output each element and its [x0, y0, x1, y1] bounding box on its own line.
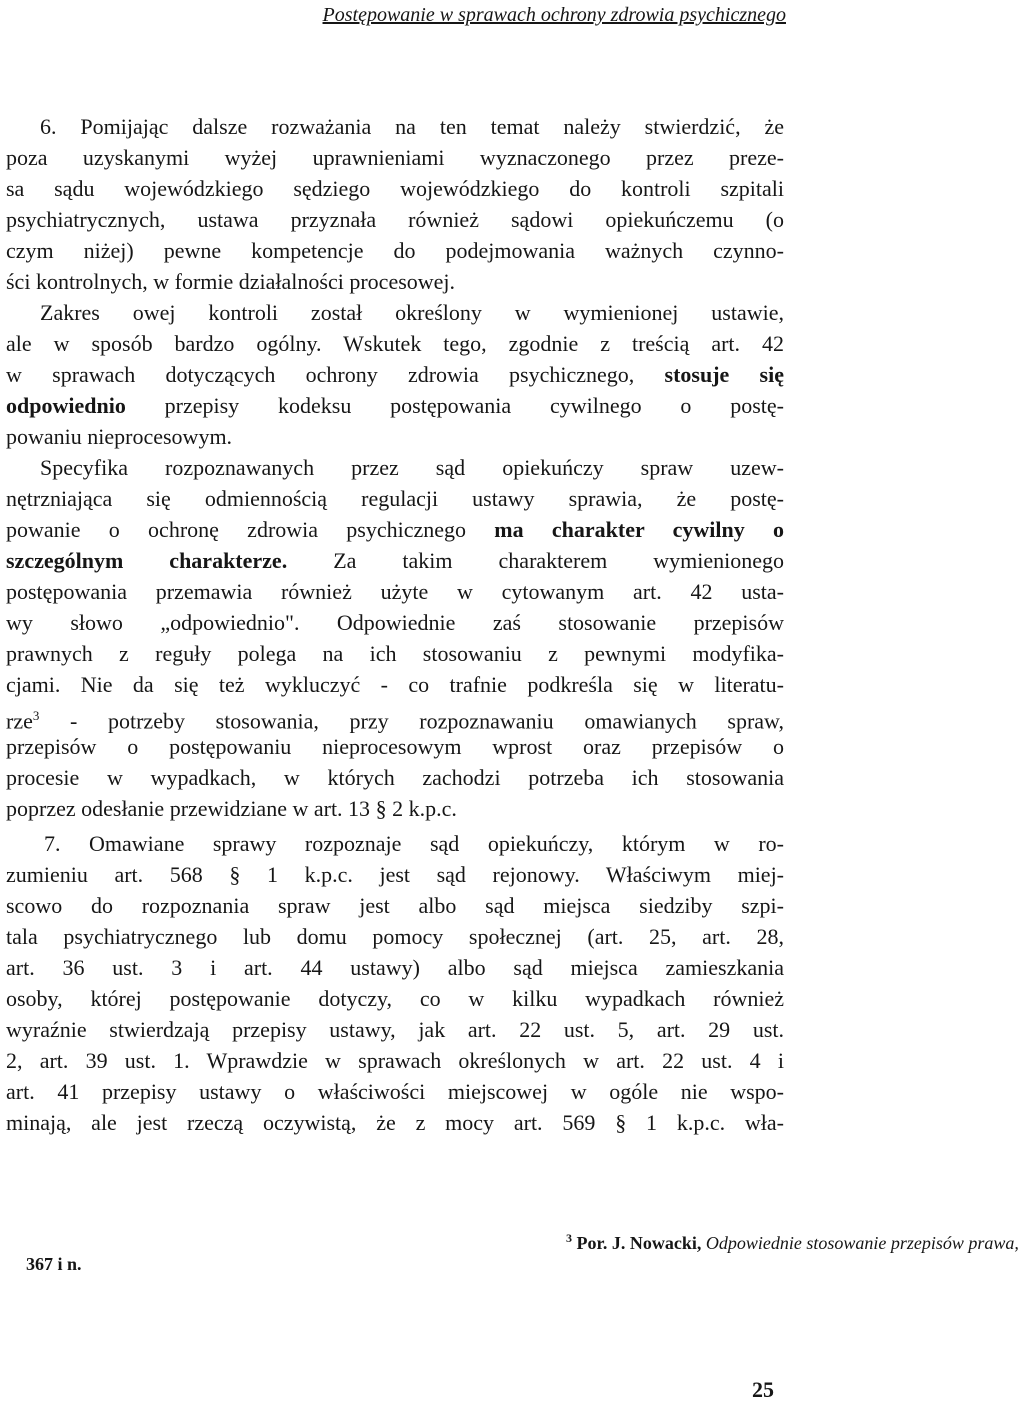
text-line: art. 41 przepisy ustawy o właściwości miejscowej w ogóle nie wspo- [6, 1079, 784, 1104]
text-line: procesie w wypadkach, w których zachodzi potrzeba ich stosowania [6, 765, 784, 790]
footnote [566, 1231, 1019, 1254]
page-number: 25 [752, 1377, 774, 1402]
footnote-continuation: 367 i n. [26, 1254, 82, 1274]
text-line [6, 360, 784, 390]
text-run: przepisy kodeksu postępowania cywilnego o postę- [125, 393, 784, 418]
text-line: ale w sposób bardzo ogólny. Wskutek tego, zgodnie z treścią art. 42 [6, 331, 784, 356]
text-line: Zakres owej kontroli został określony w wymienionej ustawie, [40, 300, 784, 325]
text-run: rze [6, 708, 33, 734]
footnote-title: Odpowiednie stosowanie przepisów prawa, [705, 1233, 1019, 1253]
text-run: minają, ale jest rzeczą oczywistą, że z mocy art. 569 [6, 1110, 596, 1135]
text-line: prawnych z reguły polega na ich stosowaniu z pewnymi modyfika- [6, 641, 784, 666]
emphasis-run: odpowiednio [6, 393, 126, 418]
text-line: postępowania przemawia również użyte w cytowanym art. 42 usta- [6, 579, 784, 604]
text-run: Za takim charakterem wymienionego [287, 548, 784, 573]
text-line [6, 1108, 784, 1138]
text-line: art. 36 ust. 3 i art. 44 ustawy) albo sąd miejsca zamieszkania [6, 955, 784, 980]
emphasis-run: stosuje się [664, 362, 784, 387]
text-line: tala psychiatrycznego lub domu pomocy społecznej (art. 25, art. 28, [6, 924, 784, 949]
text-line: poza uzyskanymi wyżej uprawnieniami wyznaczonego przez preze- [6, 145, 784, 170]
text-line: psychiatrycznych, ustawa przyznała również sądowi opiekuńczemu (o [6, 207, 784, 232]
text-line [6, 515, 784, 545]
footnote-number: 3 [566, 1231, 572, 1245]
emphasis-run: szczególnym charakterze. [6, 548, 288, 573]
text-run: zumieniu art. 568 [6, 862, 203, 887]
text-line [6, 546, 784, 576]
text-run: poprzez odesłanie przewidziane w art. 13 [6, 796, 371, 821]
text-run: 2 k.p.c. [386, 796, 457, 821]
text-line: sa sądu wojewódzkiego sędziego wojewódzkiego do kontroli szpitali [6, 176, 784, 201]
text-run: 1 k.p.c. jest sąd rejonowy. Właściwym miej- [240, 862, 785, 887]
text-line: 7. Omawiane sprawy rozpoznaje sąd opiekuńczy, którym w ro- [44, 831, 784, 856]
section-sign: § [375, 796, 387, 821]
text-line [6, 391, 784, 421]
footnote-marker: 3 [32, 708, 40, 723]
text-line: wy słowo „odpowiednio". Odpowiednie zaś stosowanie przepisów [6, 610, 784, 635]
text-run: w sprawach dotyczących ochrony zdrowia psychicznego, [6, 362, 665, 387]
text-line: czym niżej) pewne kompetencje do podejmowania ważnych czynno- [6, 238, 784, 263]
text-line [6, 794, 784, 824]
text-line [6, 860, 784, 890]
text-line: nętrzniająca się odmiennością regulacji ustawy sprawia, że postę- [6, 486, 784, 511]
text-run: - potrzeby stosowania, przy rozpoznawaniu omawianych spraw, [39, 708, 784, 734]
text-line: osoby, której postępowanie dotyczy, co w kilku wypadkach również [6, 986, 784, 1011]
text-line: scowo do rozpoznania spraw jest albo sąd miejsca siedziby szpi- [6, 893, 784, 918]
text-line: 2, art. 39 ust. 1. Wprawdzie w sprawach określonych w art. 22 ust. 4 i [6, 1048, 784, 1073]
text-line: ści kontrolnych, w formie działalności procesowej. [6, 269, 456, 294]
text-line: cjami. Nie da się też wykluczyć - co trafnie podkreśla się w literatu- [6, 672, 784, 697]
text-run: 1 k.p.c. wła- [626, 1110, 784, 1135]
section-sign: § [615, 1110, 627, 1135]
text-run: powanie o ochronę zdrowia psychicznego [6, 517, 495, 542]
emphasis-run: ma charakter cywilny o [494, 517, 784, 542]
section-sign: § [229, 862, 241, 887]
running-head: Postępowanie w sprawach ochrony zdrowia psychicznego [322, 4, 786, 26]
text-line: powaniu nieprocesowym. [6, 424, 233, 449]
footnote-author: Por. J. Nowacki, [576, 1233, 702, 1253]
text-line: wyraźnie stwierdzają przepisy ustawy, jak art. 22 ust. 5, art. 29 ust. [6, 1017, 784, 1042]
text-line: Specyfika rozpoznawanych przez sąd opiekuńczy spraw uzew- [40, 455, 784, 480]
text-line: 6. Pomijając dalsze rozważania na ten temat należy stwierdzić, że [40, 114, 784, 139]
text-line: przepisów o postępowaniu nieprocesowym wprost oraz przepisów o [6, 734, 784, 759]
